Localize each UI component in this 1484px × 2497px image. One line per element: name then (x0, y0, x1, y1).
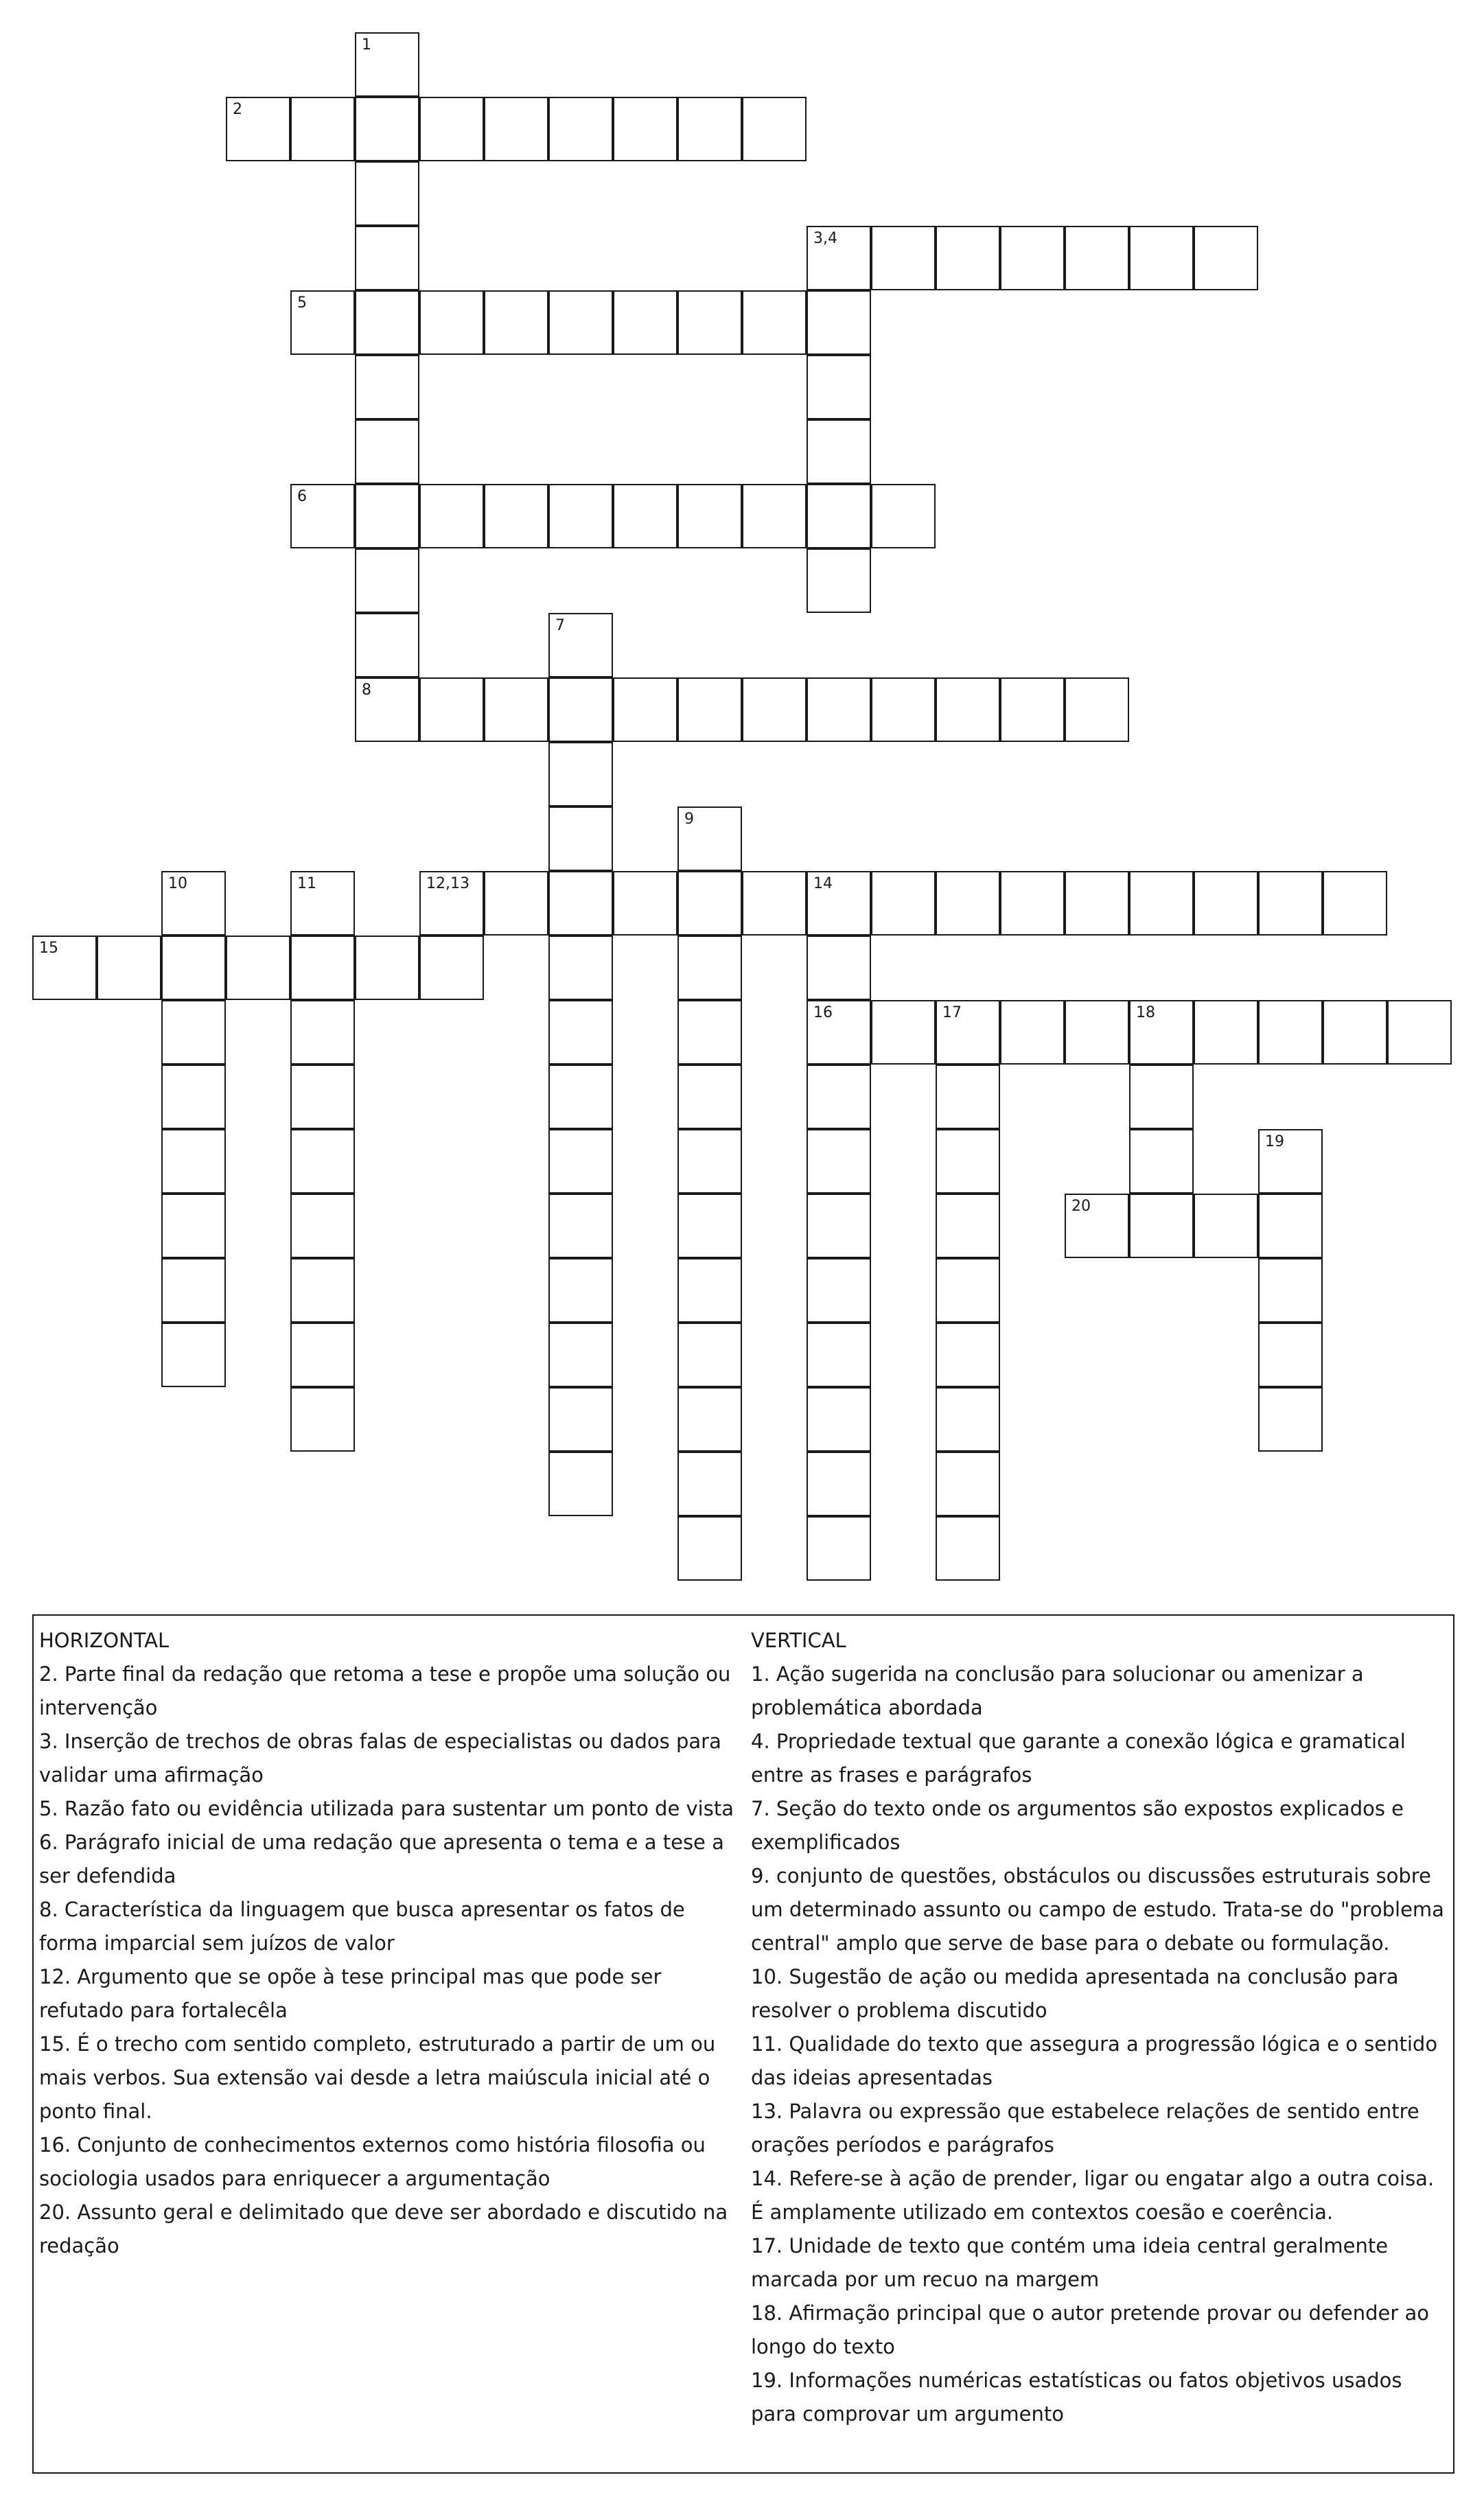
grid-cell[interactable] (936, 1129, 1000, 1194)
grid-cell[interactable] (1258, 1323, 1323, 1387)
clue-v-10: 10. Sugestão de ação ou medida apresentada na conclusão para resolver o problema discutido (751, 1965, 1399, 2022)
grid-cell[interactable] (161, 1065, 226, 1129)
grid-cell[interactable] (807, 1129, 871, 1194)
clue-v-17: 17. Unidade de texto que contém uma ideia central geralmente marcada por um recuo na margem (751, 2234, 1389, 2291)
grid-cell[interactable] (1129, 871, 1194, 936)
clue-h-8: 8. Característica da linguagem que busca apresentar os fatos de forma imparcial sem juízos de valor (39, 1898, 685, 1955)
clue-v-9: 9. conjunto de questões, obstáculos ou discussões estruturais sobre um determinado assunto ou campo de estudo. Trata-se do "problema central" amplo que serve de base para o debate ou formulação. (751, 1864, 1444, 1955)
grid-cell[interactable] (677, 677, 742, 742)
clue-number: 18 (1136, 1004, 1155, 1021)
clue-number: 16 (813, 1004, 833, 1021)
grid-cell[interactable] (936, 677, 1000, 742)
clue-v-19: 19. Informações numéricas estatísticas ou fatos objetivos usados para comprovar um argumento (751, 2369, 1402, 2426)
grid-cell[interactable] (936, 1452, 1000, 1516)
grid-cell[interactable] (290, 1387, 355, 1452)
clue-number: 3,4 (813, 230, 837, 247)
grid-cell[interactable] (290, 1129, 355, 1194)
vertical-title: VERTICAL (751, 1629, 846, 1652)
grid-cell[interactable] (677, 290, 742, 355)
grid-cell[interactable] (355, 936, 419, 1000)
grid-cell[interactable] (290, 1258, 355, 1323)
grid-cell[interactable] (936, 226, 1000, 290)
grid-cell[interactable] (871, 871, 936, 936)
grid-cell[interactable] (355, 32, 419, 97)
grid-cell[interactable] (1000, 1000, 1065, 1065)
clue-number: 5 (297, 294, 307, 312)
grid-cell[interactable] (548, 677, 613, 742)
clue-number: 11 (297, 875, 316, 892)
grid-cell[interactable] (677, 484, 742, 548)
grid-cell[interactable] (548, 1000, 613, 1065)
grid-cell[interactable] (355, 226, 419, 290)
grid-cell[interactable] (742, 290, 807, 355)
grid-cell[interactable] (1065, 677, 1129, 742)
grid-cell[interactable] (807, 1065, 871, 1129)
grid-cell[interactable] (1194, 226, 1258, 290)
grid-cell[interactable] (290, 936, 355, 1000)
grid-cell[interactable] (1000, 677, 1065, 742)
grid-cell[interactable] (871, 677, 936, 742)
clue-number: 17 (942, 1004, 962, 1021)
grid-cell[interactable] (290, 97, 355, 161)
grid-cell[interactable] (742, 871, 807, 936)
clue-h-6: 6. Parágrafo inicial de uma redação que apresenta o tema e a tese a ser defendida (39, 1831, 724, 1888)
grid-cell[interactable] (355, 548, 419, 613)
grid-cell[interactable] (807, 677, 871, 742)
grid-cell[interactable] (1323, 1000, 1387, 1065)
grid-cell[interactable] (1194, 1000, 1258, 1065)
grid-cell[interactable] (613, 871, 677, 936)
grid-cell[interactable] (613, 97, 677, 161)
grid-cell[interactable] (807, 1194, 871, 1258)
grid-cell[interactable] (548, 613, 613, 677)
grid-cell[interactable] (936, 1065, 1000, 1129)
grid-cell[interactable] (97, 936, 161, 1000)
grid-cell[interactable] (548, 97, 613, 161)
clue-h-20: 20. Assunto geral e delimitado que deve ser abordado e discutido na redação (39, 2200, 728, 2257)
grid-cell[interactable] (807, 1516, 871, 1581)
clue-h-12: 12. Argumento que se opõe à tese principal mas que pode ser refutado para fortalecêla (39, 1965, 662, 2022)
grid-cell[interactable] (871, 484, 936, 548)
grid-cell[interactable] (355, 419, 419, 484)
grid-cell[interactable] (161, 1129, 226, 1194)
grid-cell[interactable] (936, 1000, 1000, 1065)
grid-cell[interactable] (161, 936, 226, 1000)
clue-number: 10 (168, 875, 187, 892)
grid-cell[interactable] (936, 1194, 1000, 1258)
grid-cell[interactable] (484, 871, 548, 936)
grid-cell[interactable] (613, 484, 677, 548)
clue-v-18: 18. Afirmação principal que o autor pretende provar ou defender ao longo do texto (751, 2301, 1430, 2358)
grid-cell[interactable] (161, 1194, 226, 1258)
clue-h-15: 15. É o trecho com sentido completo, estruturado a partir de um ou mais verbos. Sua extensão vai desde a letra maiúscula inicial até o ponto final. (39, 2032, 716, 2123)
grid-cell[interactable] (1065, 1194, 1129, 1258)
grid-cell[interactable] (419, 936, 484, 1000)
clue-number: 14 (813, 875, 833, 892)
clue-h-3: 3. Inserção de trechos de obras falas de especialistas ou dados para validar uma afirmação (39, 1730, 721, 1787)
grid-cell[interactable] (548, 742, 613, 806)
grid-cell[interactable] (548, 936, 613, 1000)
grid-cell[interactable] (1194, 1194, 1258, 1258)
grid-cell[interactable] (1129, 1194, 1194, 1258)
grid-cell[interactable] (1065, 1000, 1129, 1065)
grid-cell[interactable] (807, 484, 871, 548)
horizontal-clues (39, 1624, 739, 2263)
grid-cell[interactable] (936, 1258, 1000, 1323)
grid-cell[interactable] (548, 1452, 613, 1516)
grid-cell[interactable] (484, 290, 548, 355)
clues-box (32, 1614, 1454, 2474)
grid-cell[interactable] (677, 1065, 742, 1129)
grid-cell[interactable] (677, 806, 742, 871)
clue-number: 12,13 (426, 875, 469, 892)
grid-cell[interactable] (807, 936, 871, 1000)
clue-number: 15 (39, 940, 58, 957)
grid-cell[interactable] (677, 871, 742, 936)
grid-cell[interactable] (484, 677, 548, 742)
horizontal-title: HORIZONTAL (39, 1629, 170, 1652)
grid-cell[interactable] (1129, 1065, 1194, 1129)
clue-number: 20 (1071, 1198, 1091, 1215)
clue-number: 8 (362, 682, 371, 699)
grid-cell[interactable] (548, 484, 613, 548)
grid-cell[interactable] (32, 936, 97, 1000)
grid-cell[interactable] (548, 1194, 613, 1258)
grid-cell[interactable] (290, 1000, 355, 1065)
grid-cell[interactable] (1258, 1258, 1323, 1323)
grid-cell[interactable] (290, 290, 355, 355)
clue-number: 7 (555, 617, 565, 634)
grid-cell[interactable] (290, 1194, 355, 1258)
grid-cell[interactable] (419, 484, 484, 548)
clue-v-13: 13. Palavra ou expressão que estabelece relações de sentido entre orações períodos e parágrafos (751, 2100, 1419, 2157)
clue-number: 1 (362, 36, 371, 54)
grid-cell[interactable] (548, 1387, 613, 1452)
grid-cell[interactable] (548, 1258, 613, 1323)
grid-cell[interactable] (807, 871, 871, 936)
grid-cell[interactable] (807, 419, 871, 484)
grid-cell[interactable] (871, 226, 936, 290)
grid-cell[interactable] (548, 1129, 613, 1194)
grid-cell[interactable] (936, 1387, 1000, 1452)
vertical-clues (751, 1624, 1451, 2431)
grid-cell[interactable] (1194, 871, 1258, 936)
grid-cell[interactable] (548, 1323, 613, 1387)
grid-cell[interactable] (742, 484, 807, 548)
grid-cell[interactable] (1258, 1129, 1323, 1194)
clue-number: 2 (233, 101, 242, 118)
clue-number: 6 (297, 488, 307, 505)
grid-cell[interactable] (161, 871, 226, 936)
grid-cell[interactable] (677, 1000, 742, 1065)
grid-cell[interactable] (677, 1129, 742, 1194)
grid-cell[interactable] (936, 1323, 1000, 1387)
grid-cell[interactable] (355, 484, 419, 548)
grid-cell[interactable] (290, 871, 355, 936)
grid-cell[interactable] (807, 548, 871, 613)
grid-cell[interactable] (1065, 871, 1129, 936)
grid-cell[interactable] (807, 355, 871, 419)
grid-cell[interactable] (1387, 1000, 1452, 1065)
grid-cell[interactable] (677, 1194, 742, 1258)
grid-cell[interactable] (807, 1387, 871, 1452)
grid-cell[interactable] (1258, 1387, 1323, 1452)
grid-cell[interactable] (677, 1387, 742, 1452)
grid-cell[interactable] (290, 484, 355, 548)
grid-cell[interactable] (548, 290, 613, 355)
grid-cell[interactable] (1323, 871, 1387, 936)
grid-cell[interactable] (355, 677, 419, 742)
grid-cell[interactable] (807, 1258, 871, 1323)
grid-cell[interactable] (355, 161, 419, 226)
grid-cell[interactable] (742, 677, 807, 742)
grid-cell[interactable] (226, 97, 290, 161)
grid-cell[interactable] (1000, 226, 1065, 290)
grid-cell[interactable] (548, 871, 613, 936)
grid-cell[interactable] (290, 1323, 355, 1387)
grid-cell[interactable] (677, 1258, 742, 1323)
grid-cell[interactable] (419, 871, 484, 936)
grid-cell[interactable] (936, 1516, 1000, 1581)
grid-cell[interactable] (548, 806, 613, 871)
grid-cell[interactable] (807, 1323, 871, 1387)
grid-cell[interactable] (484, 97, 548, 161)
grid-cell[interactable] (290, 1065, 355, 1129)
grid-cell[interactable] (677, 97, 742, 161)
clue-number: 19 (1265, 1133, 1284, 1150)
grid-cell[interactable] (226, 936, 290, 1000)
grid-cell[interactable] (355, 97, 419, 161)
grid-cell[interactable] (677, 1452, 742, 1516)
grid-cell[interactable] (807, 290, 871, 355)
grid-cell[interactable] (161, 1323, 226, 1387)
grid-cell[interactable] (1129, 1129, 1194, 1194)
clue-v-14: 14. Refere-se à ação de prender, ligar ou engatar algo a outra coisa. É amplamente utilizado em contextos coesão e coerência. (751, 2167, 1435, 2224)
grid-cell[interactable] (484, 484, 548, 548)
grid-cell[interactable] (613, 677, 677, 742)
grid-cell[interactable] (1129, 226, 1194, 290)
grid-cell[interactable] (677, 1516, 742, 1581)
grid-cell[interactable] (1258, 871, 1323, 936)
clue-v-1: 1. Ação sugerida na conclusão para solucionar ou amenizar a problemática abordada (751, 1662, 1364, 1719)
grid-cell[interactable] (1000, 871, 1065, 936)
grid-cell[interactable] (807, 226, 871, 290)
grid-cell[interactable] (355, 613, 419, 677)
grid-cell[interactable] (1129, 1000, 1194, 1065)
clue-h-16: 16. Conjunto de conhecimentos externos como história filosofia ou sociologia usados para enriquecer a argumentação (39, 2133, 706, 2190)
grid-cell[interactable] (1065, 226, 1129, 290)
grid-cell[interactable] (807, 1000, 871, 1065)
clue-v-7: 7. Seção do texto onde os argumentos são expostos explicados e exemplificados (751, 1797, 1404, 1854)
grid-cell[interactable] (1258, 1194, 1323, 1258)
grid-cell[interactable] (1258, 1000, 1323, 1065)
grid-cell[interactable] (742, 97, 807, 161)
grid-cell[interactable] (807, 1452, 871, 1516)
grid-cell[interactable] (419, 677, 484, 742)
grid-cell[interactable] (355, 290, 419, 355)
grid-cell[interactable] (613, 290, 677, 355)
grid-cell[interactable] (161, 1258, 226, 1323)
grid-cell[interactable] (677, 1323, 742, 1387)
grid-cell[interactable] (871, 1000, 936, 1065)
grid-cell[interactable] (161, 1000, 226, 1065)
clue-v-11: 11. Qualidade do texto que assegura a progressão lógica e o sentido das ideias apresentadas (751, 2032, 1438, 2089)
grid-cell[interactable] (936, 871, 1000, 936)
grid-cell[interactable] (677, 936, 742, 1000)
grid-cell[interactable] (419, 290, 484, 355)
grid-cell[interactable] (419, 97, 484, 161)
clue-v-4: 4. Propriedade textual que garante a conexão lógica e gramatical entre as frases e parágrafos (751, 1730, 1406, 1787)
clue-h-5: 5. Razão fato ou evidência utilizada para sustentar um ponto de vista (39, 1797, 734, 1820)
clue-h-2: 2. Parte final da redação que retoma a tese e propõe uma solução ou intervenção (39, 1662, 731, 1719)
grid-cell[interactable] (355, 355, 419, 419)
grid-cell[interactable] (548, 1065, 613, 1129)
clue-number: 9 (684, 811, 694, 828)
